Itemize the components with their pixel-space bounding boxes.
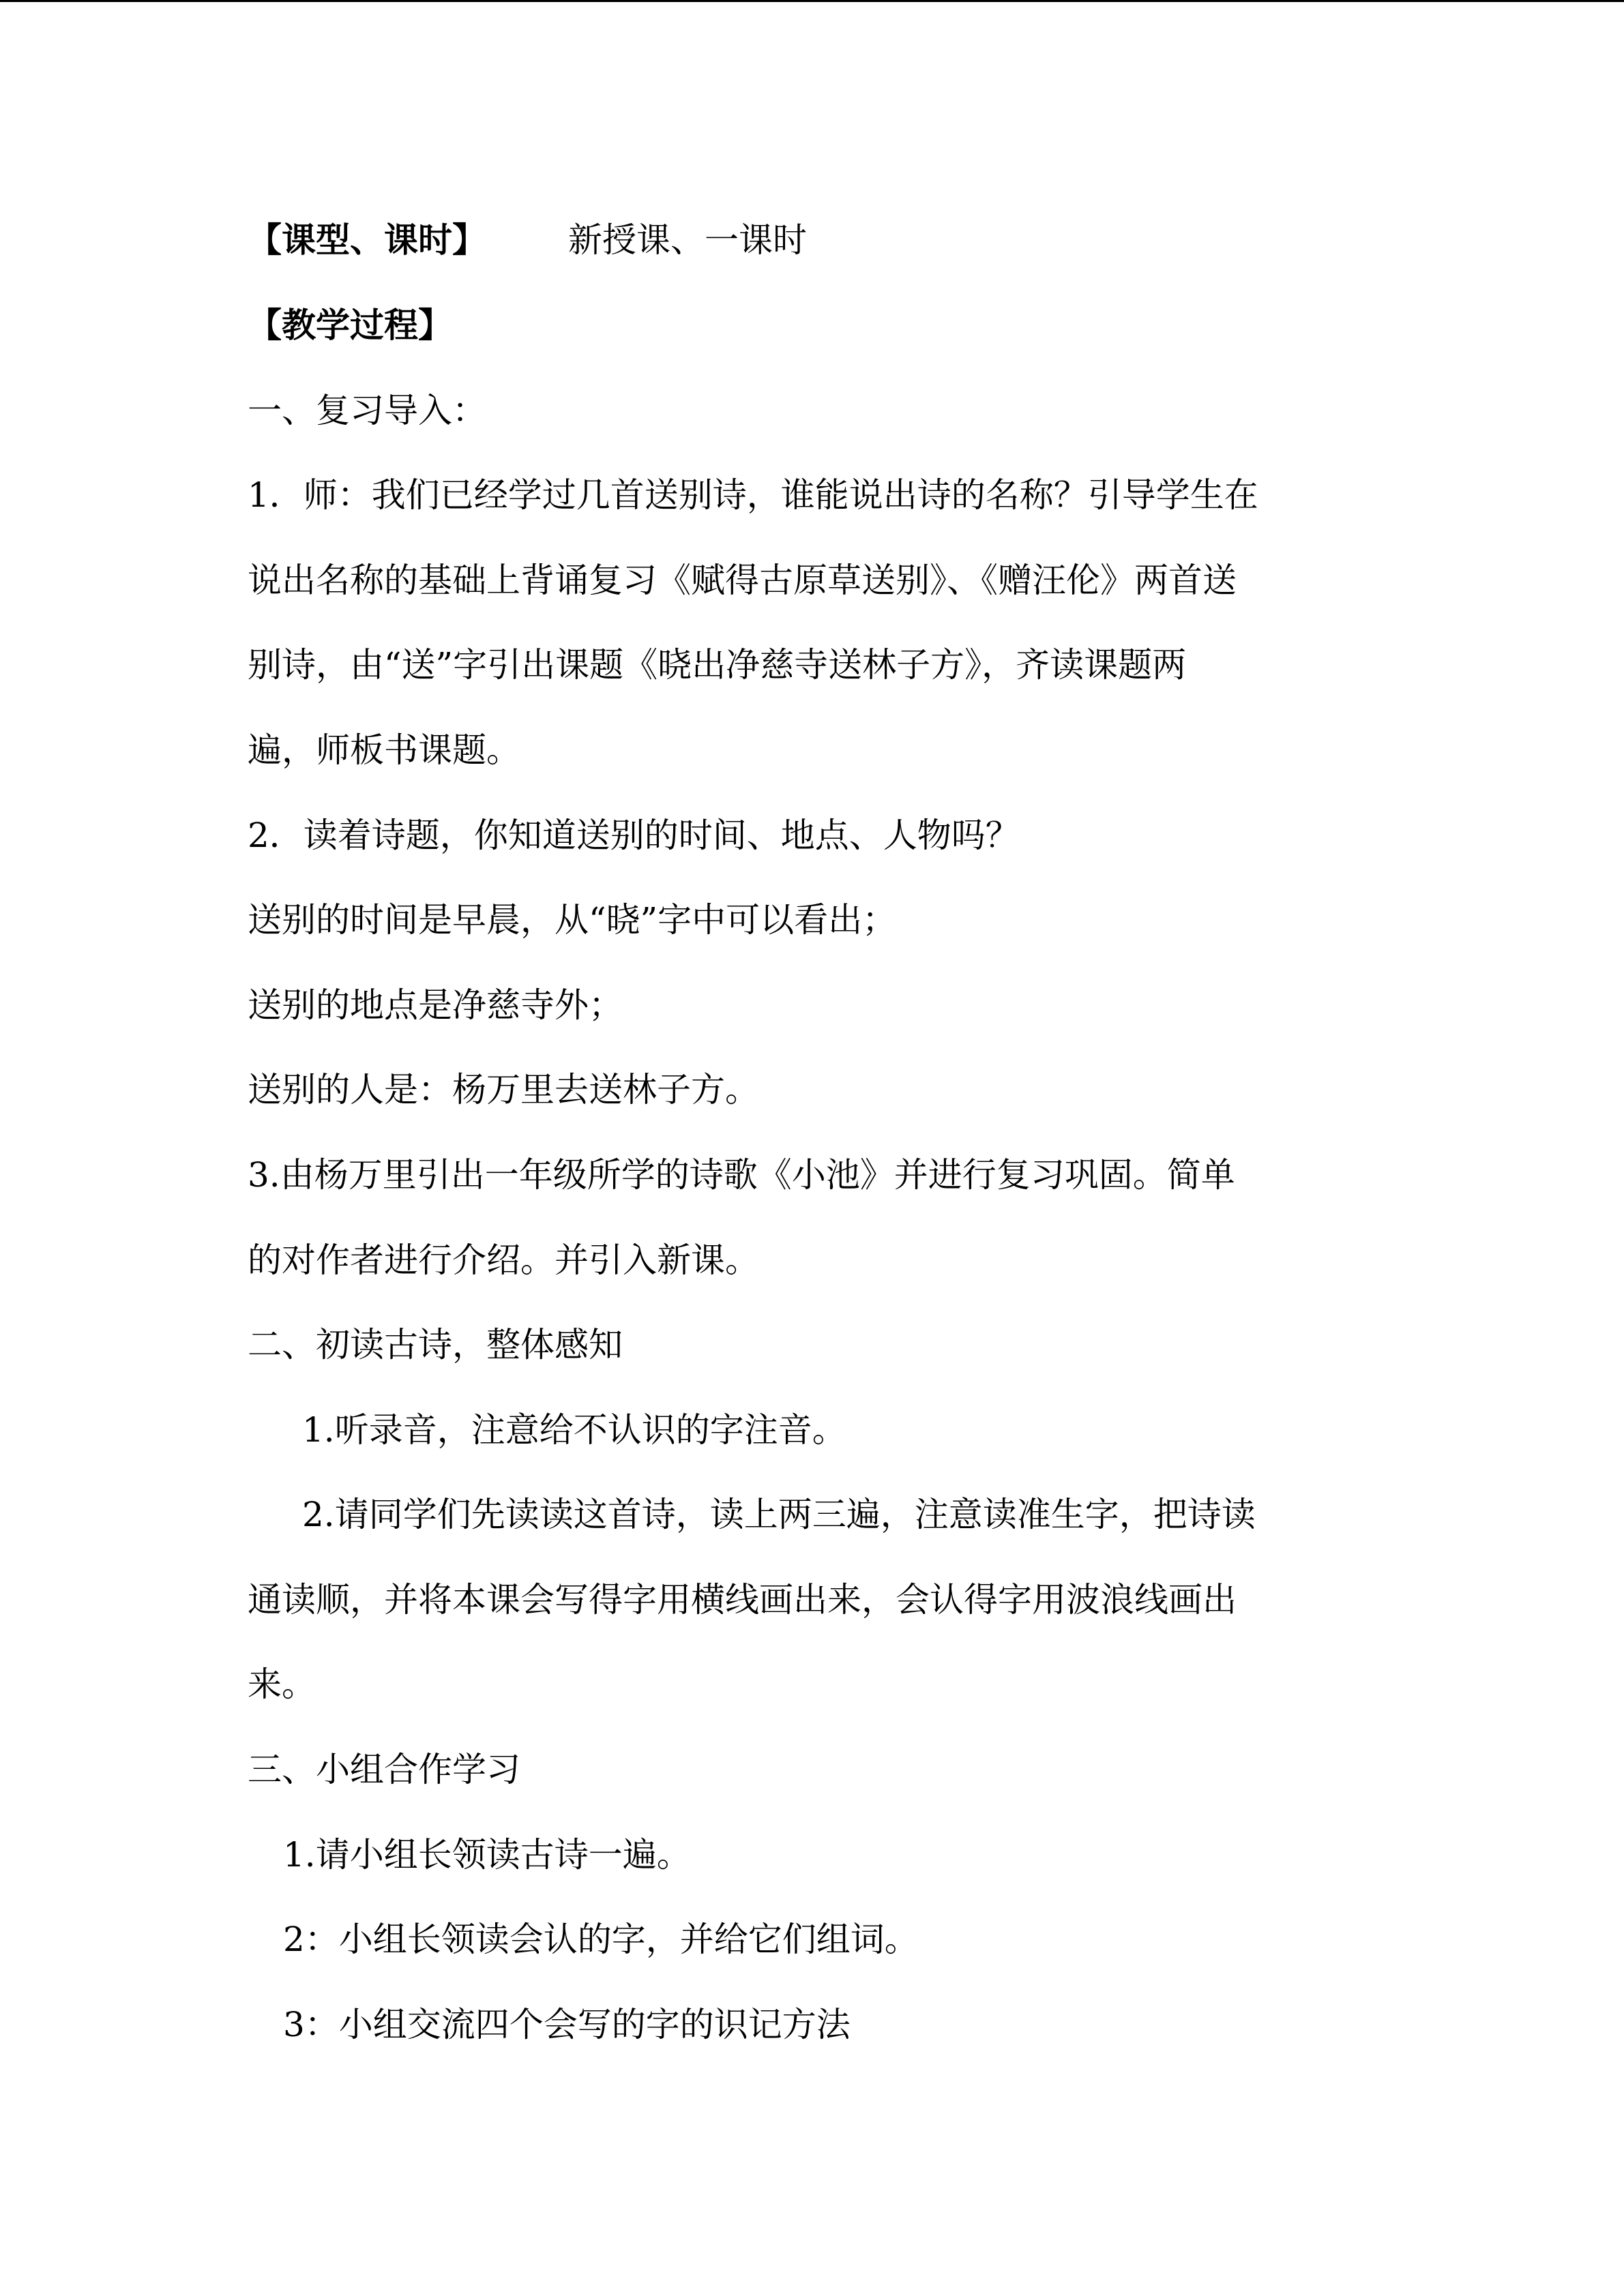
section-heading: 一、复习导入： (248, 391, 486, 430)
lesson-type-line (248, 213, 807, 267)
section-heading: 三、小组合作学习 (248, 1750, 520, 1789)
paragraph-line: 3：小组交流四个会写的字的识记方法 (283, 2005, 851, 2044)
paragraph-line: 1.请小组长领读古诗一遍。 (283, 1835, 691, 1875)
paragraph-line: 2.请同学们先读读这首诗，读上两三遍，注意读准生字，把诗读 (302, 1495, 1256, 1534)
paragraph-line: 1．师：我们已经学过几首送别诗，谁能说出诗的名称？引导学生在 (248, 475, 1258, 515)
paragraph-line: 送别的人是：杨万里去送林子方。 (248, 1070, 759, 1109)
paragraph-line: 的对作者进行介绍。并引入新课。 (248, 1240, 759, 1280)
paragraph-line: 别诗，由“送”字引出课题《晓出净慈寺送林子方》，齐读课题两 (248, 645, 1187, 685)
paragraph-line: 2．读着诗题，你知道送别的时间、地点、人物吗？ (248, 816, 1020, 855)
paragraph-line: 1.听录音，注意给不认识的字注音。 (302, 1410, 846, 1450)
paragraph-line: 来。 (248, 1665, 316, 1704)
page-top-border (0, 0, 1624, 2)
teaching-process-heading: 【教学过程】 (248, 305, 452, 345)
paragraph-line: 通读顺，并将本课会写得字用横线画出来，会认得字用波浪线画出 (248, 1580, 1237, 1620)
paragraph-line: 说出名称的基础上背诵复习《赋得古原草送别》、《赠汪伦》两首送 (248, 561, 1237, 600)
paragraph-line: 送别的时间是早晨，从“晓”字中可以看出； (248, 900, 897, 940)
lesson-type-label: 【课型、课时】 (248, 220, 486, 260)
paragraph-line: 送别的地点是净慈寺外； (248, 985, 623, 1025)
section-heading: 二、初读古诗，整体感知 (248, 1325, 623, 1365)
lesson-type-value: 新授课、一课时 (568, 220, 807, 260)
paragraph-line: 2：小组长领读会认的字，并给它们组词。 (283, 1920, 919, 1959)
paragraph-line: 遍，师板书课题。 (248, 730, 520, 770)
paragraph-line: 3.由杨万里引出一年级所学的诗歌《小池》并进行复习巩固。简单 (248, 1155, 1235, 1195)
